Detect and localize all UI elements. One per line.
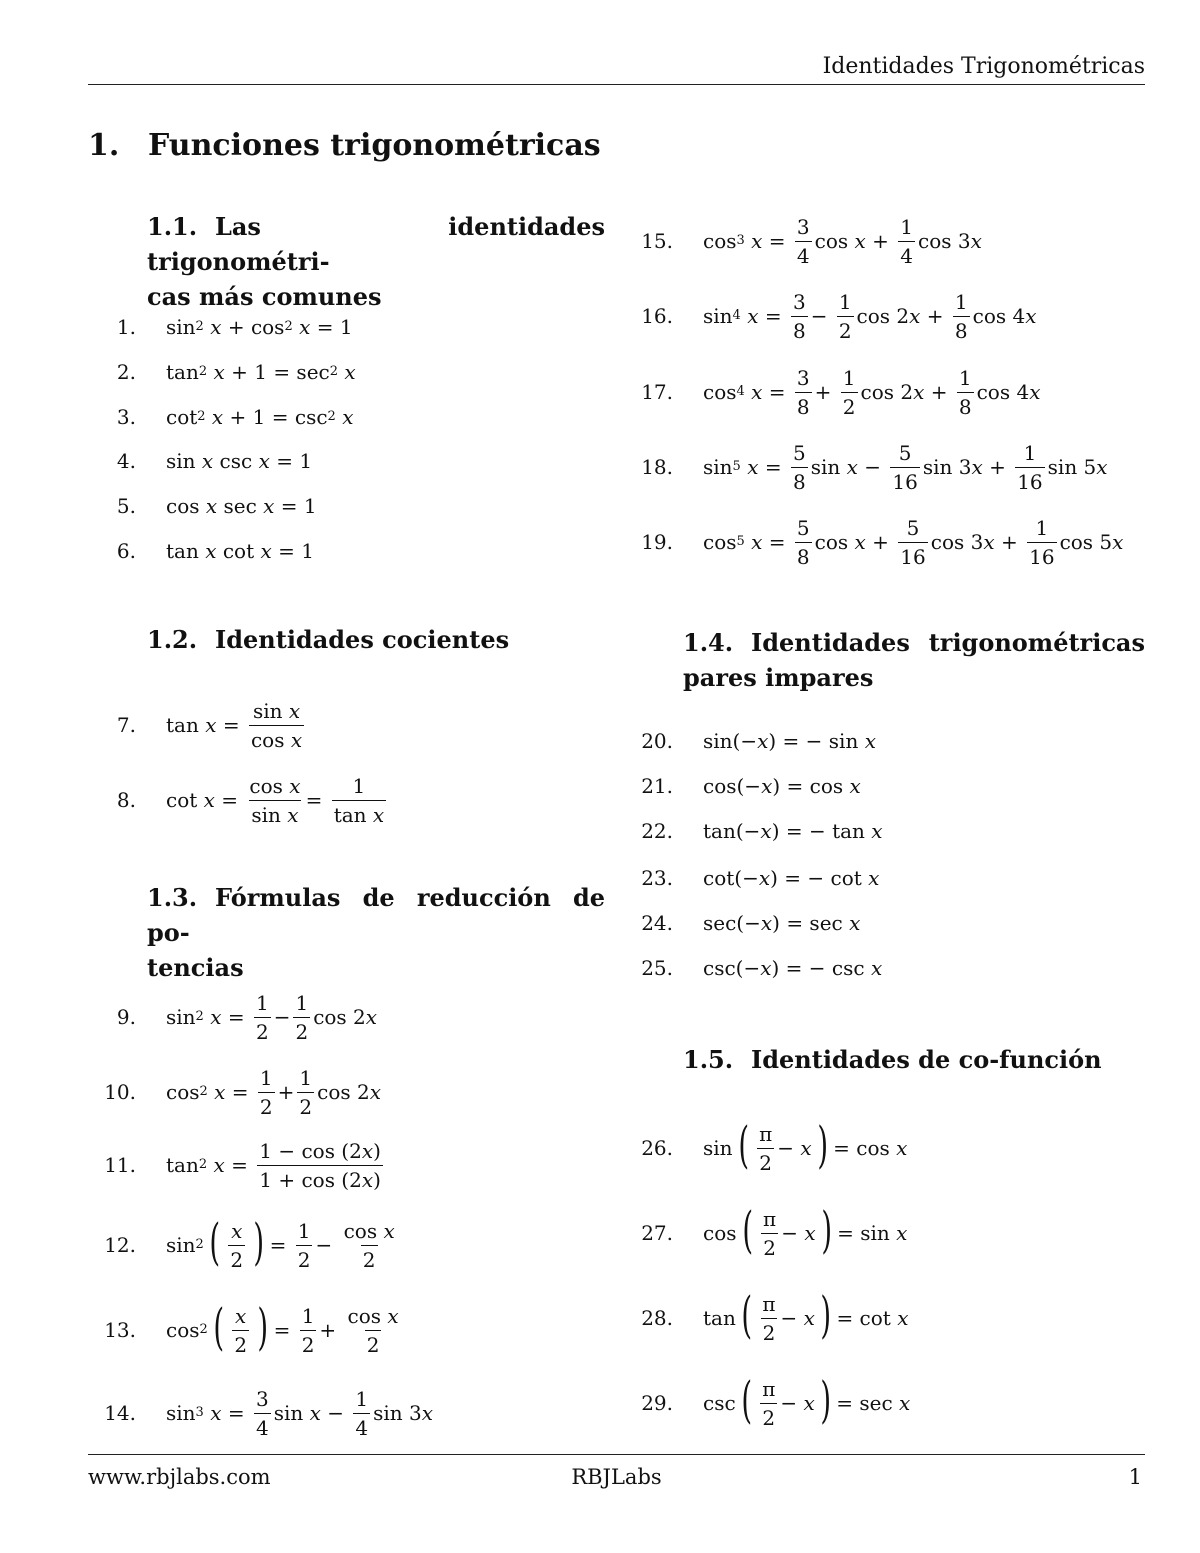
section-title: Funciones trigonométricas	[148, 128, 601, 163]
equation-number: 12.	[104, 1233, 136, 1257]
subsection-title-line2: pares impares	[683, 663, 874, 692]
identity-3: 3. cot 2 x + 1 = csc 2 x	[80, 392, 353, 442]
identity-13: 13. cos 2 ( x 2 ) = 1 2 + cos x 2	[80, 1305, 404, 1355]
equation-number: 24.	[641, 911, 673, 935]
equation-number: 5.	[116, 494, 136, 518]
identity-12: 12. sin 2 ( x 2 ) = 1 2 − cos x 2	[80, 1220, 400, 1270]
identity-7: 7. tan x = sin x cos x	[80, 700, 307, 750]
subsection-1-2-heading	[147, 622, 509, 657]
subsection-number: 1.5.	[683, 1045, 734, 1074]
identity-26: 26. sin ( π 2 − x ) = cos x	[617, 1123, 907, 1173]
equation-number: 7.	[116, 713, 136, 737]
equation-number: 17.	[641, 380, 673, 404]
identity-14: 14. sin 3 x = 3 4 sin x − 1 4 sin 3 x	[80, 1388, 433, 1438]
subsection-title-line1: Identidades trigonométricas	[751, 628, 1145, 657]
equation-number: 13.	[104, 1318, 136, 1342]
equation-number: 28.	[641, 1306, 673, 1330]
identity-9: 9. sin 2 x = 1 2 − 1 2 cos 2 x	[80, 992, 377, 1042]
equation-number: 3.	[116, 405, 136, 429]
identity-11: 11. tan 2 x = 1 − cos (2x) 1 + cos (2x)	[80, 1140, 386, 1190]
header-title: Identidades Trigonométricas	[822, 54, 1145, 79]
identity-22: 22. tan(− x ) = − tan x	[617, 806, 883, 856]
equation-number: 23.	[641, 866, 673, 890]
page-footer	[88, 1454, 1145, 1489]
subsection-title-line1: Fórmulas de reducción de po-	[147, 883, 605, 947]
equation-number: 27.	[641, 1221, 673, 1245]
equation-number: 25.	[641, 956, 673, 980]
subsection-number: 1.4.	[683, 628, 734, 657]
section-heading	[88, 128, 601, 163]
equation-number: 8.	[116, 788, 136, 812]
identity-4: 4. sin x csc x = 1	[80, 436, 312, 486]
footer-center: RBJLabs	[571, 1465, 662, 1489]
equation-number: 9.	[116, 1005, 136, 1029]
subsection-number: 1.2.	[147, 625, 198, 654]
identity-6: 6. tan x cot x = 1	[80, 526, 314, 576]
identity-28: 28. tan ( π 2 − x ) = cot x	[617, 1293, 908, 1343]
identity-18: 18. sin 5 x = 5 8 sin x − 5 16 sin 3 x + 1 16 sin 5 x	[617, 442, 1108, 492]
identity-10: 10. cos 2 x = 1 2 + 1 2 cos 2 x	[80, 1067, 381, 1117]
identity-21: 21. cos(− x ) = cos x	[617, 761, 861, 811]
identity-16: 16. sin 4 x = 3 8 − 1 2 cos 2 x + 1 8 cos 4 x	[617, 291, 1037, 341]
equation-number: 6.	[116, 539, 136, 563]
equation-number: 4.	[116, 449, 136, 473]
equation-number: 15.	[641, 229, 673, 253]
equation-number: 2.	[116, 360, 136, 384]
identity-1: 1. sin 2 x + cos 2 x = 1	[80, 302, 353, 352]
subsection-title-line2: tencias	[147, 953, 244, 982]
equation-number: 26.	[641, 1136, 673, 1160]
footer-website-link[interactable]: www.rbjlabs.com	[88, 1465, 271, 1489]
subsection-1-3-heading	[147, 880, 605, 985]
subsection-number: 1.3.	[147, 883, 198, 912]
equation-number: 1.	[116, 315, 136, 339]
equation-number: 18.	[641, 455, 673, 479]
page-number: 1	[1128, 1465, 1142, 1489]
identity-8: 8. cot x = cos x sin x = 1 tan x	[80, 775, 389, 825]
subsection-number: 1.1.	[147, 212, 198, 241]
subsection-title: Identidades cocientes	[215, 625, 510, 654]
identity-5: 5. cos x sec x = 1	[80, 481, 317, 531]
equation-number: 14.	[104, 1401, 136, 1425]
equation-number: 16.	[641, 304, 673, 328]
identity-29: 29. csc ( π 2 − x ) = sec x	[617, 1378, 910, 1428]
page-header	[88, 50, 1145, 85]
subsection-1-5-heading	[683, 1042, 1102, 1077]
equation-number: 29.	[641, 1391, 673, 1415]
equation-number: 10.	[104, 1080, 136, 1104]
subsection-1-4-heading	[683, 625, 1145, 695]
identity-15: 15. cos 3 x = 3 4 cos x + 1 4 cos 3 x	[617, 216, 982, 266]
equation-number: 20.	[641, 729, 673, 753]
equation-number: 11.	[104, 1153, 136, 1177]
identity-27: 27. cos ( π 2 − x ) = sin x	[617, 1208, 907, 1258]
identity-23: 23. cot(− x ) = − cot x	[617, 853, 879, 903]
identity-2: 2. tan 2 x + 1 = sec 2 x	[80, 347, 356, 397]
identity-19: 19. cos 5 x = 5 8 cos x + 5 16 cos 3 x + 1 16 cos 5 x	[617, 517, 1123, 567]
section-number: 1.	[88, 128, 120, 163]
identity-20: 20. sin(− x ) = − sin x	[617, 716, 876, 766]
equation-number: 22.	[641, 819, 673, 843]
equation-number: 21.	[641, 774, 673, 798]
identity-17: 17. cos 4 x = 3 8 + 1 2 cos 2 x + 1 8 cos 4 x	[617, 367, 1040, 417]
equation-number: 19.	[641, 530, 673, 554]
subsection-title-line1: Las identidades trigonométri-	[147, 212, 605, 276]
subsection-1-1-heading	[147, 209, 605, 314]
subsection-title-line2: cas más comunes	[147, 282, 382, 311]
subsection-title: Identidades de co-función	[751, 1045, 1102, 1074]
identity-25: 25. csc(− x ) = − csc x	[617, 943, 882, 993]
identity-24: 24. sec(− x ) = sec x	[617, 898, 860, 948]
